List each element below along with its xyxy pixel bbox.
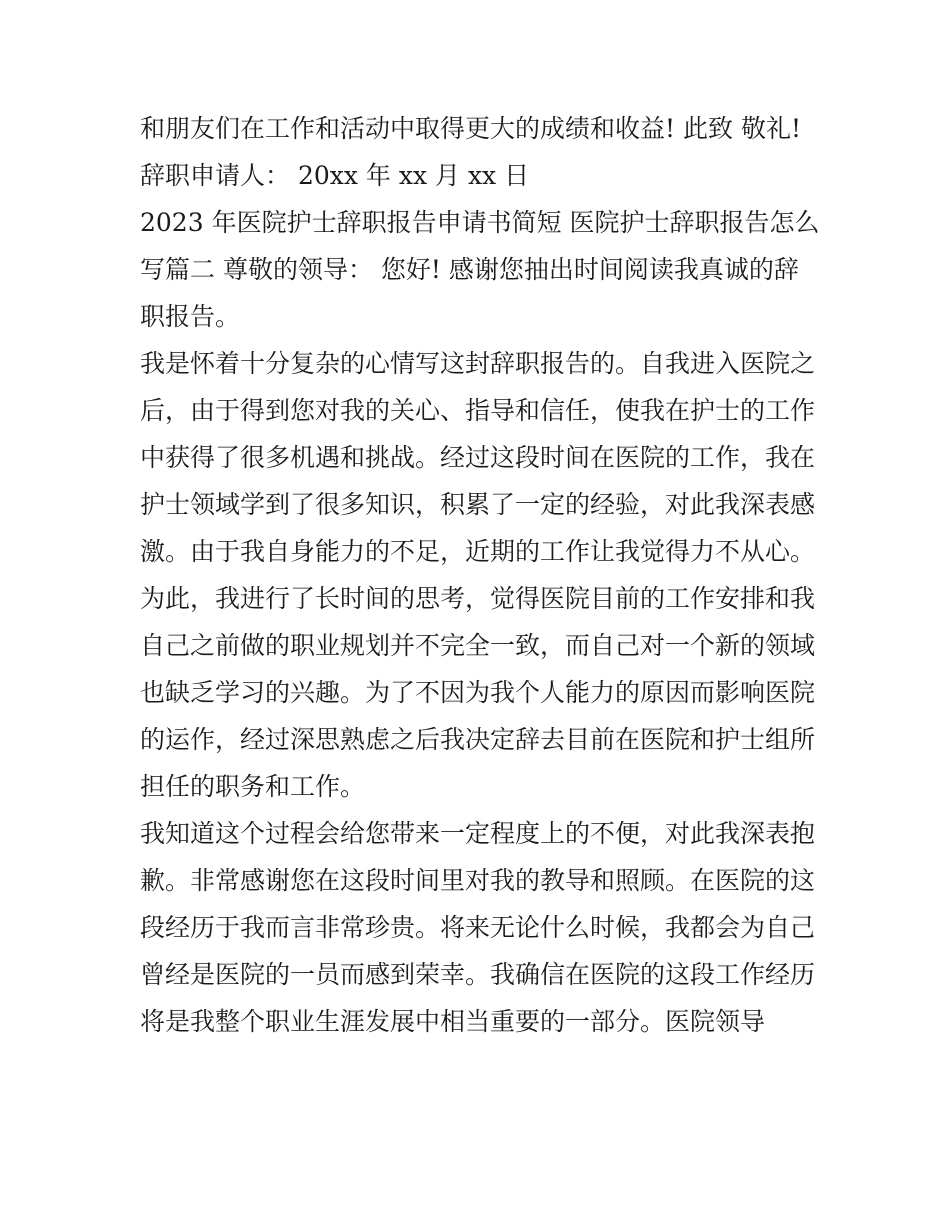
- text-line: 激。由于我自身能力的不足，近期的工作让我觉得力不从心。: [140, 537, 816, 566]
- text-line: 曾经是医院的一员而感到荣幸。我确信在医院的这段工作经历: [140, 960, 816, 989]
- text-line: 担任的职务和工作。: [140, 772, 366, 801]
- text-line: 辞职申请人： 20xx 年 xx 月 xx 日: [140, 161, 530, 190]
- text-line: 和朋友们在工作和活动中取得更大的成绩和收益! 此致 敬礼!: [140, 114, 801, 143]
- text-line: 2023 年医院护士辞职报告申请书简短 医院护士辞职报告怎么: [140, 208, 820, 237]
- text-line: 后，由于得到您对我的关心、指导和信任，使我在护士的工作: [140, 396, 816, 425]
- text-line: 自己之前做的职业规划并不完全一致，而自己对一个新的领域: [140, 631, 816, 660]
- text-line: 我是怀着十分复杂的心情写这封辞职报告的。自我进入医院之: [140, 349, 816, 378]
- text-line: 段经历于我而言非常珍贵。将来无论什么时候，我都会为自己: [140, 913, 816, 942]
- text-line: 中获得了很多机遇和挑战。经过这段时间在医院的工作，我在: [140, 443, 816, 472]
- text-line: 职报告。: [140, 302, 241, 331]
- text-line: 写篇二 尊敬的领导： 您好! 感谢您抽出时间阅读我真诚的辞: [140, 255, 799, 284]
- text-line: 为此，我进行了长时间的思考，觉得医院目前的工作安排和我: [140, 584, 816, 613]
- text-line: 我知道这个过程会给您带来一定程度上的不便，对此我深表抱: [140, 819, 816, 848]
- text-line: 也缺乏学习的兴趣。为了不因为我个人能力的原因而影响医院: [140, 678, 816, 707]
- document-body: [140, 105, 820, 1045]
- text-line: 歉。非常感谢您在这段时间里对我的教导和照顾。在医院的这: [140, 866, 816, 895]
- text-line: 护士领域学到了很多知识，积累了一定的经验，对此我深表感: [140, 490, 816, 519]
- text-line: 的运作，经过深思熟虑之后我决定辞去目前在医院和护士组所: [140, 725, 816, 754]
- text-line: 将是我整个职业生涯发展中相当重要的一部分。医院领导: [140, 1007, 766, 1036]
